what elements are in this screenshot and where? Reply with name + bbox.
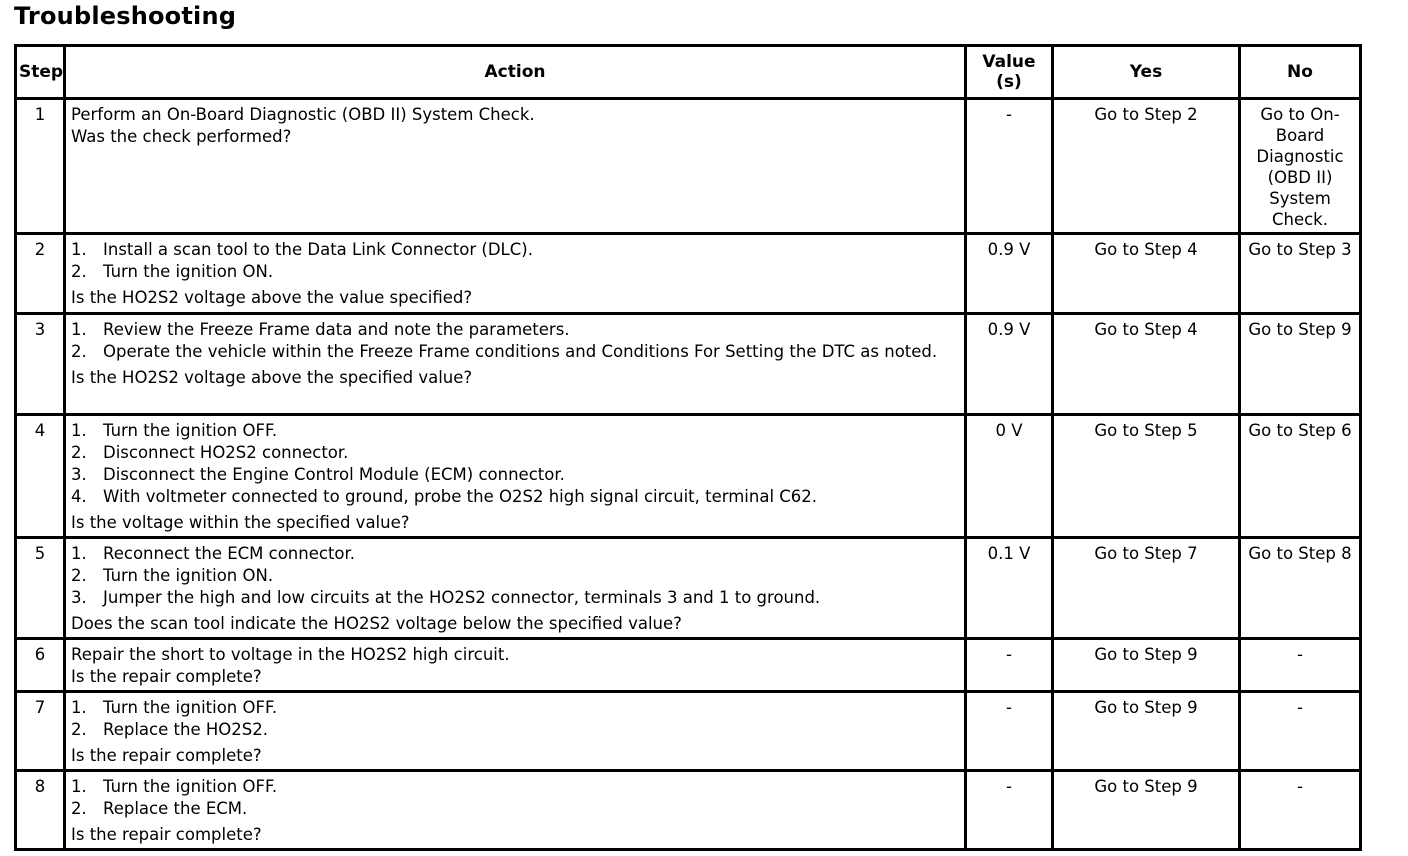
action-question: Is the repair complete? [71, 746, 262, 765]
action-question: Was the check performed? [71, 127, 292, 146]
action-step: 3. Disconnect the Engine Control Module (ECM) connector. [71, 465, 565, 484]
action-cell [65, 314, 966, 415]
action-step: 2. Disconnect HO2S2 connector. [71, 443, 349, 462]
action-step: 1. Install a scan tool to the Data Link Connector (DLC). [71, 240, 533, 259]
yes-cell: Go to Step 9 [1053, 771, 1240, 850]
action-steps [71, 420, 959, 508]
action-question: Is the voltage within the specified value? [71, 513, 410, 532]
table-row [16, 99, 1361, 234]
table-row [16, 771, 1361, 850]
table-row [16, 538, 1361, 639]
action-cell [65, 639, 966, 692]
value-cell: 0.1 V [966, 538, 1053, 639]
step-number: 6 [16, 639, 65, 692]
yes-cell: Go to Step 9 [1053, 639, 1240, 692]
yes-cell: Go to Step 7 [1053, 538, 1240, 639]
action-cell [65, 771, 966, 850]
step-number: 2 [16, 234, 65, 314]
no-cell: Go to On-Board Diagnostic (OBD II) System Check. [1240, 99, 1361, 234]
table-row [16, 415, 1361, 538]
action-steps [71, 319, 959, 363]
no-cell: Go to Step 3 [1240, 234, 1361, 314]
step-number: 5 [16, 538, 65, 639]
header-action: Action [65, 46, 966, 99]
value-cell: - [966, 771, 1053, 850]
action-step: 1. Turn the ignition OFF. [71, 698, 278, 717]
no-cell: Go to Step 9 [1240, 314, 1361, 415]
table-row [16, 692, 1361, 771]
action-step: 2. Replace the HO2S2. [71, 720, 268, 739]
action-step: 1. Review the Freeze Frame data and note the parameters. [71, 320, 570, 339]
action-question: Is the repair complete? [71, 667, 262, 686]
troubleshooting-table [14, 44, 1362, 851]
action-step: 3. Jumper the high and low circuits at the HO2S2 connector, terminals 3 and 1 to ground. [71, 588, 821, 607]
table-row [16, 234, 1361, 314]
action-step: 1. Reconnect the ECM connector. [71, 544, 356, 563]
table-row [16, 639, 1361, 692]
header-no: No [1240, 46, 1361, 99]
action-step: 1. Turn the ignition OFF. [71, 777, 278, 796]
action-step: 2. Turn the ignition ON. [71, 566, 274, 585]
header-yes: Yes [1053, 46, 1240, 99]
no-cell: - [1240, 771, 1361, 850]
action-step: 2. Operate the vehicle within the Freeze Frame conditions and Conditions For Setting the DTC as noted. [71, 342, 938, 361]
action-cell [65, 99, 966, 234]
action-question: Is the repair complete? [71, 825, 262, 844]
step-number: 3 [16, 314, 65, 415]
action-step: 1. Turn the ignition OFF. [71, 421, 278, 440]
step-number: 1 [16, 99, 65, 234]
action-steps [71, 239, 959, 283]
action-cell [65, 234, 966, 314]
action-cell [65, 692, 966, 771]
table-row [16, 314, 1361, 415]
action-cell [65, 538, 966, 639]
value-cell: - [966, 639, 1053, 692]
no-cell: - [1240, 639, 1361, 692]
action-step: 4. With voltmeter connected to ground, probe the O2S2 high signal circuit, terminal C62. [71, 487, 818, 506]
action-steps [71, 543, 959, 609]
action-question: Is the HO2S2 voltage above the value specified? [71, 288, 473, 307]
action-steps [71, 776, 959, 820]
action-line: Repair the short to voltage in the HO2S2 high circuit. [71, 645, 510, 664]
value-cell: 0.9 V [966, 234, 1053, 314]
no-cell: Go to Step 8 [1240, 538, 1361, 639]
action-line: Perform an On-Board Diagnostic (OBD II) System Check. [71, 105, 535, 124]
action-step: 2. Replace the ECM. [71, 799, 248, 818]
table-header-row [16, 46, 1361, 99]
action-question: Is the HO2S2 voltage above the specified value? [71, 368, 473, 387]
yes-cell: Go to Step 5 [1053, 415, 1240, 538]
yes-cell: Go to Step 2 [1053, 99, 1240, 234]
step-number: 7 [16, 692, 65, 771]
value-cell: 0.9 V [966, 314, 1053, 415]
value-cell: - [966, 692, 1053, 771]
no-cell: - [1240, 692, 1361, 771]
action-question: Does the scan tool indicate the HO2S2 voltage below the specified value? [71, 614, 682, 633]
yes-cell: Go to Step 4 [1053, 234, 1240, 314]
value-cell: - [966, 99, 1053, 234]
header-step: Step [16, 46, 65, 99]
header-value: Value (s) [966, 46, 1053, 99]
action-steps [71, 697, 959, 741]
step-number: 4 [16, 415, 65, 538]
no-cell: Go to Step 6 [1240, 415, 1361, 538]
action-step: 2. Turn the ignition ON. [71, 262, 274, 281]
action-cell [65, 415, 966, 538]
step-number: 8 [16, 771, 65, 850]
value-cell: 0 V [966, 415, 1053, 538]
page-title: Troubleshooting [14, 2, 237, 30]
yes-cell: Go to Step 4 [1053, 314, 1240, 415]
yes-cell: Go to Step 9 [1053, 692, 1240, 771]
